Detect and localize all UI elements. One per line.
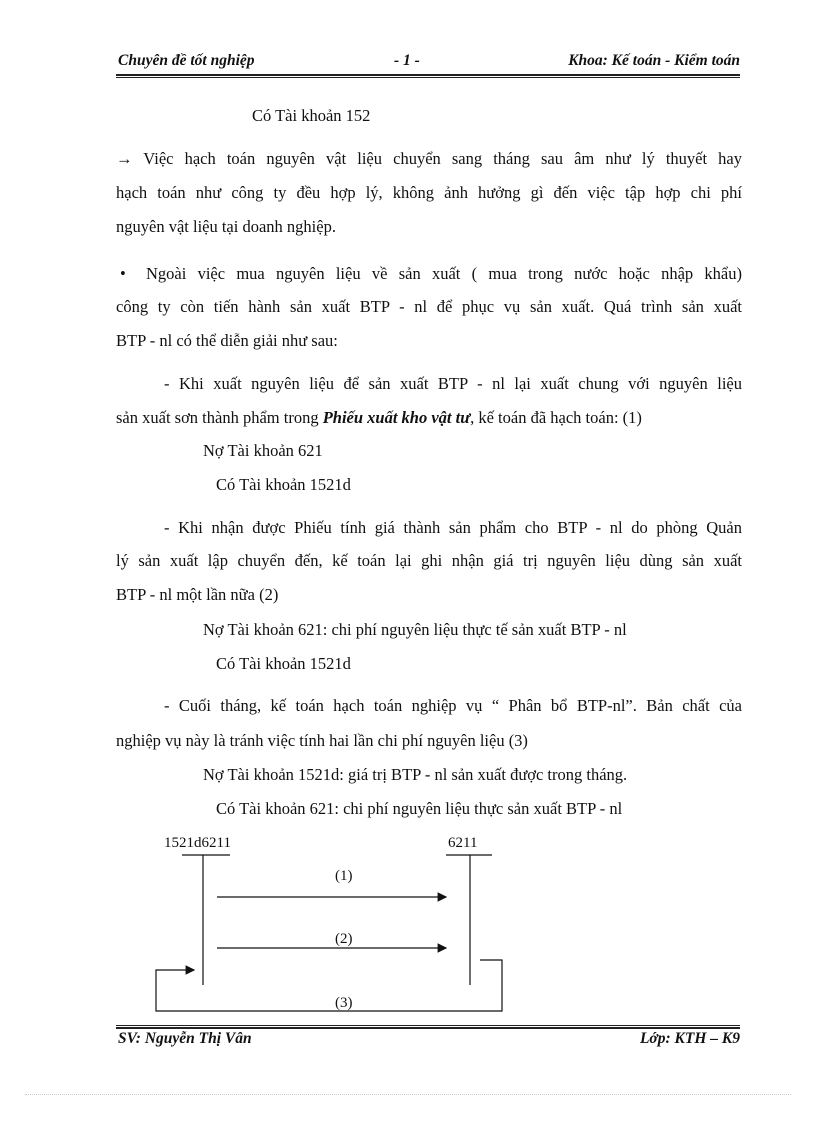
paragraph-3-line-2 — [116, 408, 642, 428]
paragraph-4-line-2: lý sản xuất lập chuyển đến, kế toán lại ghi nhận giá trị nguyên liệu dùng sản xuất — [116, 551, 742, 570]
page-edge-dots — [25, 1094, 791, 1095]
student-name: SV: Nguyễn Thị Vân — [118, 1030, 252, 1047]
paragraph-3-text-b: , kế toán đã hạch toán: (1) — [470, 408, 642, 427]
flow-2-label: (2) — [335, 931, 353, 947]
paragraph-2-line-1: Ngoài việc mua nguyên liệu về sản xuất ( mua trong nước hoặc nhập khẩu) — [146, 264, 742, 283]
paragraph-2-line-2: công ty còn tiến hành sản xuất BTP - nl để phục vụ sản xuất. Quá trình sản xuất — [116, 297, 742, 316]
footer-rule — [116, 1025, 740, 1029]
page-footer — [118, 1030, 740, 1050]
class-label: Lớp: KTH – K9 — [639, 1030, 740, 1047]
entry-2-debit: Nợ Tài khoản 621: chi phí nguyên liệu thực tế sản xuất BTP - nl — [203, 620, 627, 639]
header-department: Khoa: Kế toán - Kiểm toán — [568, 52, 740, 69]
paragraph-1-line-3: nguyên vật liệu tại doanh nghiệp. — [116, 217, 336, 236]
paragraph-1-line-1: → Việc hạch toán nguyên vật liệu chuyển sang tháng sau âm như lý thuyết hay — [116, 149, 742, 168]
flow-1-label: (1) — [335, 868, 353, 884]
paragraph-1-line-2: hạch toán như công ty đều hợp lý, không ảnh hưởng gì đến việc tập hợp chi phí — [116, 183, 742, 202]
flow-3-arrow — [156, 960, 502, 1011]
entry-1-credit: Có Tài khoản 1521d — [216, 475, 351, 494]
entry-3-debit: Nợ Tài khoản 1521d: giá trị BTP - nl sản xuất được trong tháng. — [203, 765, 628, 784]
paragraph-3-line-1: - Khi xuất nguyên liệu để sản xuất BTP - nl lại xuất chung với nguyên liệu — [164, 374, 742, 393]
flow-3-label: (3) — [335, 995, 353, 1011]
right-account-label: 6211 — [448, 835, 478, 851]
credit-line-152: Có Tài khoản 152 — [252, 106, 371, 125]
header-title: Chuyên đề tốt nghiệp — [118, 52, 255, 69]
page-number: - 1 - — [394, 52, 420, 69]
paragraph-2-line-3: BTP - nl có thể diễn giải như sau: — [116, 331, 338, 350]
page-header — [118, 52, 740, 72]
entry-1-debit: Nợ Tài khoản 621 — [203, 441, 323, 460]
entry-3-credit: Có Tài khoản 621: chi phí nguyên liệu thực sản xuất BTP - nl — [216, 799, 623, 818]
paragraph-4-line-1: - Khi nhận được Phiếu tính giá thành sản phẩm cho BTP - nl do phòng Quản — [164, 518, 742, 537]
paragraph-5-line-2: nghiệp vụ này là tránh việc tính hai lần chi phí nguyên liệu (3) — [116, 731, 528, 750]
t-account-diagram — [150, 830, 520, 1020]
form-name-emphasis: Phiếu xuất kho vật tư — [322, 408, 471, 427]
bullet: • — [120, 264, 126, 283]
paragraph-4-line-3: BTP - nl một lần nữa (2) — [116, 585, 279, 604]
paragraph-3-text-a: sản xuất sơn thành phẩm trong — [116, 408, 323, 427]
paragraph-5-line-1: - Cuối tháng, kế toán hạch toán nghiệp vụ “ Phân bổ BTP-nl”. Bản chất của — [164, 696, 742, 715]
entry-2-credit: Có Tài khoản 1521d — [216, 654, 351, 673]
left-account-label: 1521d6211 — [164, 835, 231, 851]
header-rule — [116, 74, 740, 78]
